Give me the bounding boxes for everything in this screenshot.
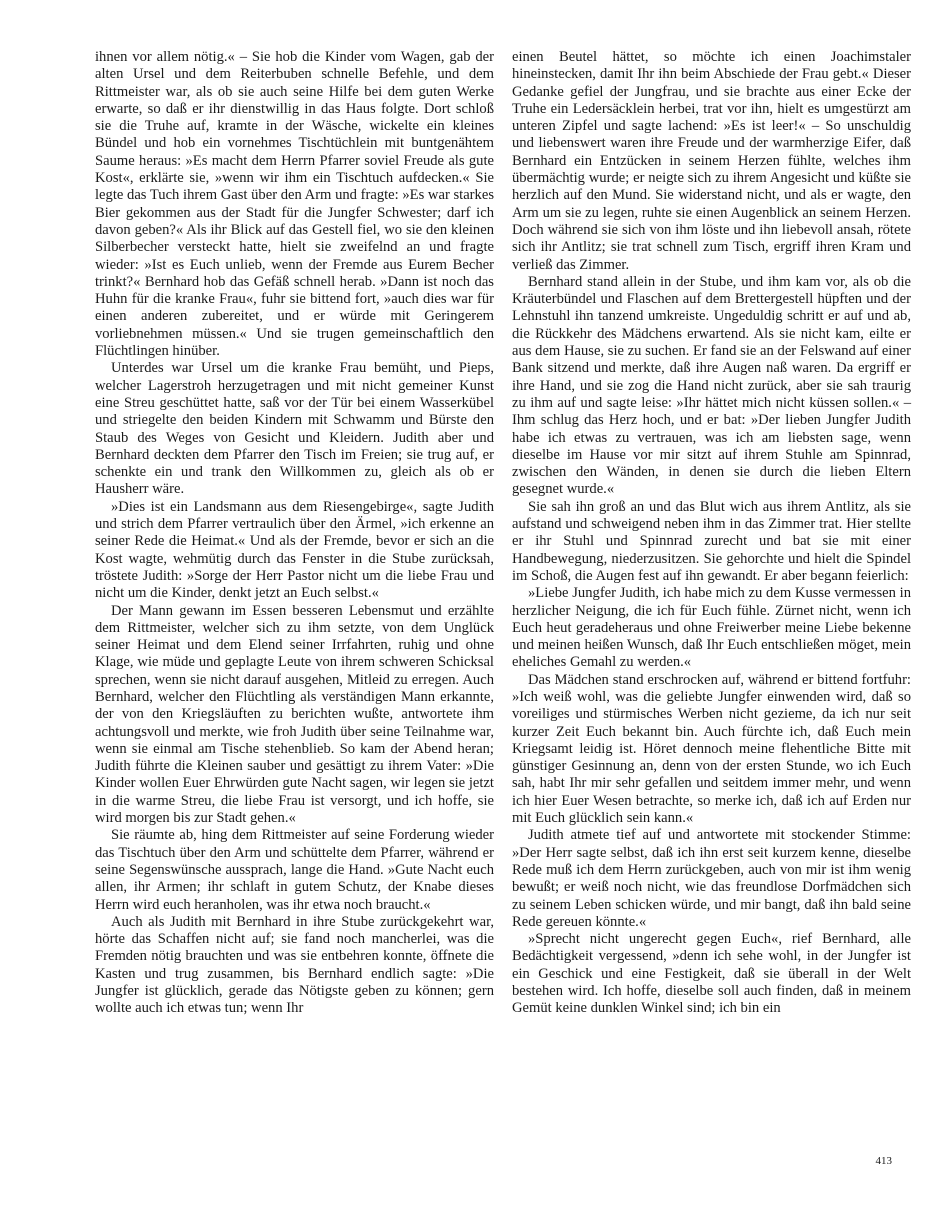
paragraph: Der Mann gewann im Essen besseren Lebensmut und erzählte dem Rittmeister, welcher sich zu ihm setzte, von dem Unglück seiner Heimat und dem Elend seiner Irrfahrten, ruhig und ohne Klage, wie müde und geplagte Leute von ihrem schweren Schicksal sprechen, wenn sie nicht darauf ausgehen, Mitleid zu erregen. Auch Bernhard, welcher den Flüchtling als verständigen Mann erkannte, der von den Kriegsläuften zu berichten wußte, antwortete ihm achtungsvoll und merkte, wie froh Judith über seine Teilnahme war, wenn sie einmal am Tische stehenblieb. So kam der Abend heran; Judith führte die Kleinen sauber und gesättigt zu ihrem Vater: »Die Kinder wollen Euer Ehrwürden gute Nacht sagen, wir legen sie jetzt in die warme Streu, die liebe Frau ist versorgt, und ich hoffe, sie wird morgen bis zur Stadt gehen.«: [95, 602, 494, 827]
right-text-column: [512, 49, 911, 1018]
paragraph: »Sprecht nicht ungerecht gegen Euch«, rief Bernhard, alle Bedächtigkeit vergessend, »denn ich sehe wohl, in der Jungfer ist ein Geschick und eine Festigkeit, daß sie überall in der Welt bestehen wird. Ich hoffe, dieselbe soll auch finden, daß in meinem Gemüt keine dunklen Winkel sind; ich bin ein: [512, 931, 911, 1017]
paragraph: ihnen vor allem nötig.« – Sie hob die Kinder vom Wagen, gab der alten Ursel und dem Reiterbuben schnelle Befehle, und dem Rittmeister war, als ob sie auch seine Hilfe bei dem guten Werke erwarte, so daß er ihr dienstwillig in das Haus folgte. Dort schloß sie die Truhe auf, kramte in der Wäsche, wickelte ein kleines Bündel und hob ein vornehmes Tischtüchlein mit buntgenähtem Saume heraus: »Es macht dem Herrn Pfarrer soviel Freude als gute Kost«, erklärte sie, »wenn wir ihm ein Tischtuch aufdecken.« Sie legte das Tuch ihrem Gast über den Arm und fragte: »Es war starkes Bier gekommen aus der Stadt für die Jungfer Schwester; darf ich davon geben?« Als ihr Blick auf das Gestell fiel, wo sie den kleinen Silberbecher versteckt hatte, hielt sie zweifelnd an und fragte wieder: »Ist es Euch unlieb, wenn der Fremde aus Eurem Becher trinkt?« Bernhard hob das Gefäß schnell herab. »Dann ist noch das Huhn für die kranke Frau«, fuhr sie bittend fort, »auch dies war für einen anderen zubereitet, und er würde mit Geringerem vorliebnehmen müssen.« Und sie trugen gemeinschaftlich den Flüchtlingen hinüber.: [95, 49, 494, 360]
paragraph: Bernhard stand allein in der Stube, und ihm kam vor, als ob die Kräuterbündel und Flaschen auf dem Brettergestell hüpften und der Lehnstuhl ihn tanzend umkreiste. Ungeduldig schritt er auf und ab, die Rückkehr des Mädchens erwartend. Als sie nicht kam, eilte er aus dem Hause, sie zu suchen. Er fand sie an der Felswand auf einer Bank sitzend und merkte, daß ihre Augen naß waren. Da ergriff er ihre Hand, und sie zog die Hand nicht zurück, aber sie sah traurig zu ihm auf und sagte leise: »Ihr hättet mich nicht küssen sollen.« – Ihm schlug das Herz hoch, und er bat: »Der lieben Jungfer Judith habe ich etwas zu vertrauen, was ich am liebsten sage, wenn dieselbe im Hause vor mir sitzt auf ihrem Stuhle am Spinnrad, zwischen den Wänden, in denen sie durch die lieben Eltern gesegnet wurde.«: [512, 273, 911, 498]
paragraph: Sie sah ihn groß an und das Blut wich aus ihrem Antlitz, als sie aufstand und schweigend neben ihm in das Zimmer trat. Hier stellte er ihr Stuhl und Spinnrad zurecht und bat sie mit einer Handbewegung, niederzusitzen. Sie gehorchte und hielt die Spindel im Schoß, die Augen fest auf ihn gewandt. Er aber begann feierlich:: [512, 498, 911, 584]
paragraph: Judith atmete tief auf und antwortete mit stockender Stimme: »Der Herr sagte selbst, daß ich ihn erst seit kurzem kenne, dieselbe Rede muß ich dem Herrn zurückgeben, auch von mir ist ihm wenig bewußt; er weiß noch nicht, wie das freundlose Dorfmädchen sich zu seinem Leben schicken würde, und mir bangt, daß ihn bald seine Rede gereuen könnte.«: [512, 827, 911, 930]
left-text-column: [95, 49, 494, 1018]
paragraph: einen Beutel hättet, so möchte ich einen Joachimstaler hineinstecken, damit Ihr ihn beim Abschiede der Frau gebt.« Dieser Gedanke gefiel der Jungfrau, und sie brachte aus einer Ecke der Truhe ein Ledersäcklein herbei, trat vor ihn, hielt es umgestürzt am unteren Zipfel und sagte lachend: »Es ist leer!« – So unschuldig und liebenswert waren ihre Freude und der warmherzige Eifer, daß Bernhard ein Entzücken in seinem Herzen fühlte, welches ihm übermächtig wurde; er neigte sich zu ihrem Angesicht und küßte sie herzlich auf den Mund. Sie widerstand nicht, und als er wagte, den Arm um sie zu legen, ruhte sie einen Augenblick an seinem Herzen. Doch während sie sich von ihm löste und ihn liebevoll ansah, rötete sich ihr Antlitz; sie trat schnell zum Tisch, ergriff ihren Kram und verließ das Zimmer.: [512, 49, 911, 273]
paragraph: Unterdes war Ursel um die kranke Frau bemüht, und Pieps, welcher Lagerstroh herzugetragen und mit nicht gemeiner Kunst eine Streu geschüttet hatte, saß vor der Tür bei einem Wasserkübel und striegelte den beiden Kindern mit Schwamm und Bürste den Staub des Weges von Gesicht und Kleidern. Judith aber und Bernhard deckten dem Pfarrer den Tisch im Freien; sie trug auf, er schenkte ein und trank den Willkommen zu, gleich als ob er Hausherr wäre.: [95, 360, 494, 498]
paragraph: »Dies ist ein Landsmann aus dem Riesengebirge«, sagte Judith und strich dem Pfarrer vertraulich über den Ärmel, »ich erkenne an seiner Rede die Heimat.« Und als der Fremde, bevor er sich an die Kost wagte, wehmütig durch das Fenster in die Stube zurücksah, tröstete Judith: »Sorge der Herr Pastor nicht um die liebe Frau und nicht um die Kinder, denkt jetzt an Euch selbst.«: [95, 498, 494, 602]
paragraph: Das Mädchen stand erschrocken auf, während er bittend fortfuhr: »Ich weiß wohl, was die geliebte Jungfer einwenden wird, daß so voreiliges und stürmisches Werben nicht gezieme, da ich nur seit kurzer Zeit Euch bekannt bin. Auch fürchte ich, daß Euch mein Kriegsamt leidig ist. Höret dennoch meine flehentliche Bitte mit günstiger Gesinnung an, denn von der ersten Stunde, wo ich Euch sah, habt Ihr mir sehr gefallen und seitdem immer mehr, und wenn ich hier Euer Wesen betrachte, so merke ich, daß ich auf Erden nur mit Euch glücklich sein kann.«: [512, 671, 911, 827]
page-number: 413: [875, 1155, 892, 1167]
paragraph: Sie räumte ab, hing dem Rittmeister auf seine Forderung wieder das Tischtuch über den Arm und schüttelte dem Pfarrer, während er seine Segenswünsche aussprach, lange die Hand. »Gute Nacht euch allen, ihr Armen; ihr schlaft in gutem Schutz, der Knabe dieses Herrn wird euch heranholen, was ihr etwa noch braucht.«: [95, 827, 494, 913]
paragraph: »Liebe Jungfer Judith, ich habe mich zu dem Kusse vermessen in herzlicher Neigung, die ich für Euch fühle. Zürnet nicht, wenn ich Euch heut geradeheraus und ohne Freiwerber meine Liebe bekenne und meinen heißen Wunsch, daß Ihr Euch entschließen möget, mein eheliches Gemahl zu werden.«: [512, 585, 911, 671]
paragraph: Auch als Judith mit Bernhard in ihre Stube zurückgekehrt war, hörte das Schaffen nicht auf; sie fand noch mancherlei, was die Fremden nötig brauchten und was sie entbehren konnte, öffnete die Kasten und trug zusammen, bis Bernhard endlich sagte: »Die Jungfer ist glücklich, gerade das Nötigste geben zu können; gern wollte auch ich etwas tun; wenn Ihr: [95, 913, 494, 1017]
